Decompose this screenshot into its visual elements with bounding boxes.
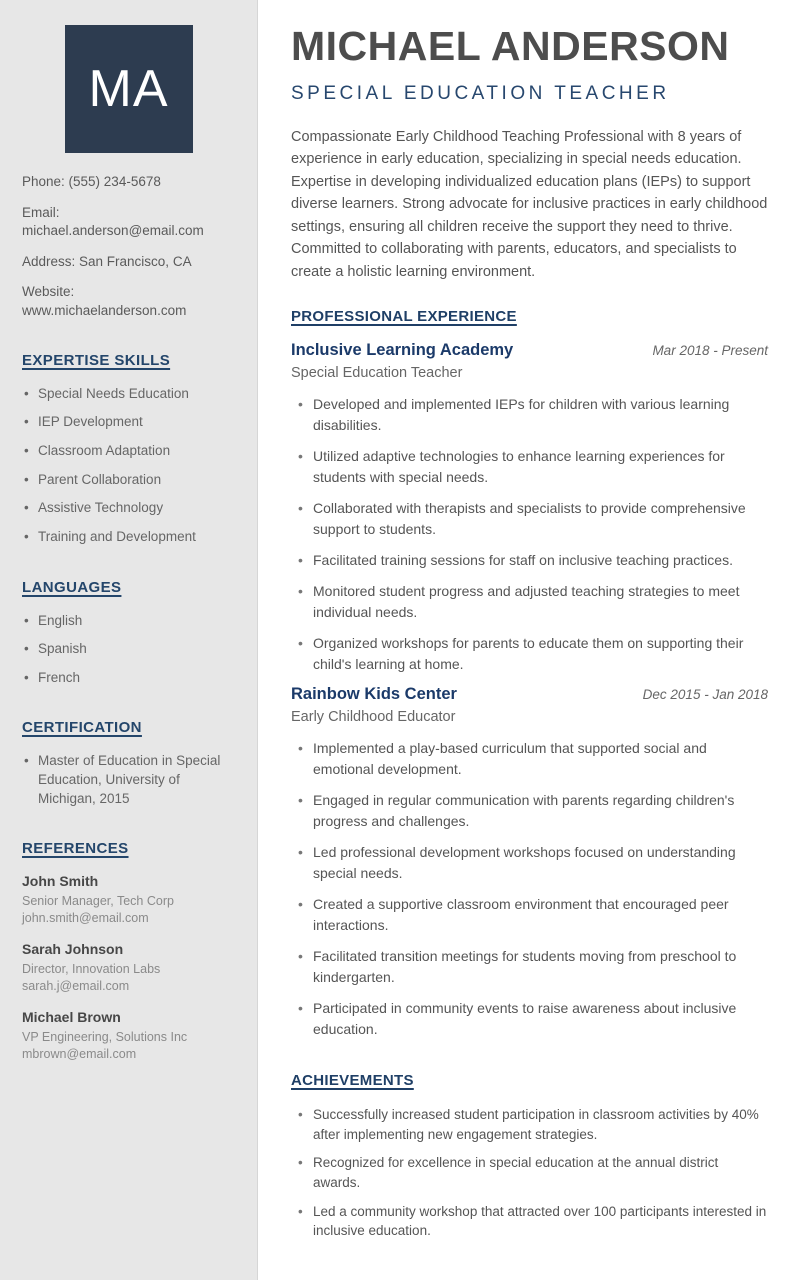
language-item: • Spanish: [22, 640, 235, 659]
language-item: • English: [22, 612, 235, 631]
job-dates: Dec 2015 - Jan 2018: [642, 687, 768, 703]
skills-list: [22, 385, 235, 547]
job-bullet: • Participated in community events to raise awareness about inclusive education.: [291, 998, 768, 1040]
achievement-bullet: • Successfully increased student participation in classroom activities by 40% after implementing new engagement strategies.: [291, 1105, 768, 1144]
references-heading: REFERENCES: [22, 840, 129, 858]
reference-name: Michael Brown: [22, 1009, 121, 1026]
company-name: Rainbow Kids Center: [291, 685, 457, 704]
job-bullet: • Developed and implemented IEPs for children with various learning disabilities.: [291, 394, 768, 436]
avatar: [65, 25, 193, 153]
reference-entry: [22, 1009, 235, 1063]
avatar-initials: MA: [88, 60, 169, 118]
achievement-bullet: • Led a community workshop that attracted over 100 participants interested in inclusive education.: [291, 1202, 768, 1241]
skill-item: • Parent Collaboration: [22, 471, 235, 490]
certification-item: • Master of Education in Special Education, University of Michigan, 2015: [22, 752, 235, 808]
achievement-bullet: • Recognized for excellence in special education at the annual district awards.: [291, 1153, 768, 1192]
job-dates: Mar 2018 - Present: [652, 343, 768, 359]
job-bullets: [291, 394, 768, 675]
experience-heading: PROFESSIONAL EXPERIENCE: [291, 308, 517, 326]
job-bullets: [291, 738, 768, 1040]
job-bullet: • Collaborated with therapists and specialists to provide comprehensive support to students.: [291, 498, 768, 540]
job-header: [291, 685, 768, 704]
references-list: [22, 873, 235, 1063]
language-item: • French: [22, 669, 235, 688]
job-bullet: • Engaged in regular communication with parents regarding children's progress and challenges.: [291, 790, 768, 832]
contact-line: Address: San Francisco, CA: [22, 253, 192, 269]
company-name: Inclusive Learning Academy: [291, 341, 514, 360]
reference-email: mbrown@email.com: [22, 1047, 137, 1062]
job-bullet: • Facilitated transition meetings for students moving from preschool to kindergarten.: [291, 946, 768, 988]
reference-name: John Smith: [22, 873, 99, 890]
job-role: Early Childhood Educator: [291, 709, 456, 726]
contact-line: Email: michael.anderson@email.com: [22, 204, 204, 238]
reference-role: VP Engineering, Solutions Inc: [22, 1030, 188, 1045]
reference-email: sarah.j@email.com: [22, 979, 130, 994]
job-bullet: • Utilized adaptive technologies to enhance learning experiences for students with special needs.: [291, 446, 768, 488]
achievements-list: [291, 1105, 768, 1240]
job-bullet: • Organized workshops for parents to educate them on supporting their child's learning at home.: [291, 633, 768, 675]
job-bullet: • Monitored student progress and adjusted teaching strategies to meet individual needs.: [291, 581, 768, 623]
contact-line: Phone: (555) 234-5678: [22, 174, 161, 189]
job-entry-1: [291, 341, 768, 675]
job-bullet: • Facilitated training sessions for staff on inclusive teaching practices.: [291, 550, 768, 571]
contact-line: Website: www.michaelanderson.com: [22, 284, 187, 318]
certification-list: [22, 752, 235, 808]
skill-item: • Special Needs Education: [22, 385, 235, 404]
job-bullet: • Implemented a play-based curriculum that supported social and emotional development.: [291, 738, 768, 780]
summary-paragraph: Compassionate Early Childhood Teaching Professional with 8 years of experience in early education, specializing in special needs education. Expertise in developing individualized education plans (IEPs) to support diverse learners. Strong advocate for inclusive practices in early childhood settings, ensuring all children receive the support they need to thrive. Committed to collaborating with parents, educators, and specialists to create a holistic learning environment.: [291, 129, 768, 280]
skill-item: • Classroom Adaptation: [22, 442, 235, 461]
languages-heading: LANGUAGES: [22, 578, 122, 596]
contact-info: [22, 173, 235, 320]
person-title: SPECIAL EDUCATION TEACHER: [291, 83, 670, 104]
reference-email: john.smith@email.com: [22, 911, 149, 926]
languages-list: [22, 612, 235, 688]
achievements-heading: ACHIEVEMENTS: [291, 1072, 414, 1090]
skill-item: • IEP Development: [22, 413, 235, 432]
person-name: MICHAEL ANDERSON: [291, 23, 730, 69]
job-header: [291, 341, 768, 360]
skills-heading: EXPERTISE SKILLS: [22, 351, 171, 369]
main-content: [258, 0, 800, 1280]
job-bullet: • Led professional development workshops focused on understanding special needs.: [291, 842, 768, 884]
skill-item: • Training and Development: [22, 528, 235, 547]
certification-heading: CERTIFICATION: [22, 719, 142, 737]
reference-role: Director, Innovation Labs: [22, 962, 161, 977]
job-bullet: • Created a supportive classroom environment that encouraged peer interactions.: [291, 894, 768, 936]
reference-entry: [22, 941, 235, 995]
job-role: Special Education Teacher: [291, 365, 463, 382]
reference-name: Sarah Johnson: [22, 941, 124, 958]
skill-item: • Assistive Technology: [22, 499, 235, 518]
reference-role: Senior Manager, Tech Corp: [22, 894, 174, 909]
reference-entry: [22, 873, 235, 927]
sidebar: [0, 0, 258, 1280]
job-entry-2: [291, 685, 768, 1040]
